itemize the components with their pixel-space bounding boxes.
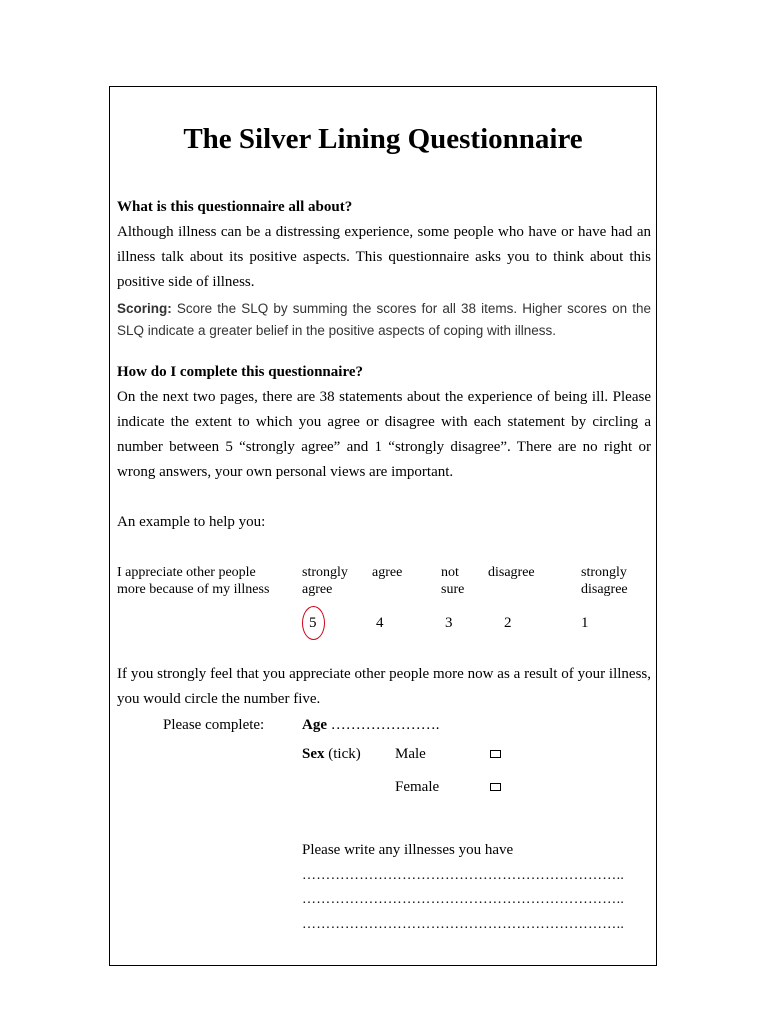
about-paragraph: Although illness can be a distressing experience, some people who have or have had an illness talk about its positive aspects. This questionnaire asks you to think about this positive side of illness. bbox=[117, 224, 651, 290]
instructions-paragraph: On the next two pages, there are 38 statements about the experience of being ill. Please indicate the extent to which you agree or disagree with each statement by circling a number between 5 “strongly agree” and 1 “strongly disagree”. There are no right or wrong answers, your own personal views are important. bbox=[117, 389, 651, 480]
age-label: Age bbox=[302, 717, 327, 733]
scale-value-1: 1 bbox=[581, 615, 589, 631]
example-statement: I appreciate other people more because of my illness bbox=[117, 565, 270, 597]
scale-value-4: 4 bbox=[376, 615, 384, 631]
scale-label-agree: agree bbox=[372, 565, 403, 580]
questionnaire-page bbox=[109, 86, 657, 966]
age-dots: …………………. bbox=[330, 717, 440, 733]
circled-answer-mark bbox=[302, 606, 325, 640]
scoring-text: Score the SLQ by summing the scores for all 38 items. Higher scores on the SLQ indicate a greater belief in the positive aspects of coping with illness. bbox=[117, 301, 651, 338]
section-heading-about: What is this questionnaire all about? bbox=[117, 199, 353, 215]
section-heading-complete: How do I complete this questionnaire? bbox=[117, 364, 363, 380]
male-label: Male bbox=[395, 746, 426, 762]
example-explanation: If you strongly feel that you appreciate other people more now as a result of your illness, you would circle the number five. bbox=[117, 666, 651, 707]
example-intro: An example to help you: bbox=[117, 514, 266, 530]
page-title: The Silver Lining Questionnaire bbox=[183, 123, 583, 155]
scale-value-2: 2 bbox=[504, 615, 512, 631]
scale-label-disagree: disagree bbox=[488, 565, 535, 580]
illness-prompt: Please write any illnesses you have bbox=[302, 842, 514, 858]
age-field[interactable] bbox=[302, 717, 440, 734]
illness-line-1[interactable]: ………………………………………………………….. bbox=[302, 868, 625, 883]
scale-value-5: 5 bbox=[309, 615, 317, 631]
scoring-label: Scoring: bbox=[117, 301, 172, 316]
please-complete-label: Please complete: bbox=[163, 717, 265, 733]
female-checkbox[interactable] bbox=[490, 783, 501, 791]
illness-line-2[interactable]: ………………………………………………………….. bbox=[302, 892, 625, 907]
sex-label: Sex (tick) bbox=[302, 746, 361, 762]
illness-line-3[interactable]: ………………………………………………………….. bbox=[302, 917, 625, 932]
scale-value-3: 3 bbox=[445, 615, 453, 631]
scale-label-not-sure: not sure bbox=[441, 565, 465, 597]
male-checkbox[interactable] bbox=[490, 750, 501, 758]
scale-label-strongly-disagree: strongly disagree bbox=[581, 565, 628, 597]
female-label: Female bbox=[395, 779, 440, 795]
scale-label-strongly-agree: strongly agree bbox=[302, 565, 348, 597]
scoring-paragraph bbox=[117, 298, 651, 342]
